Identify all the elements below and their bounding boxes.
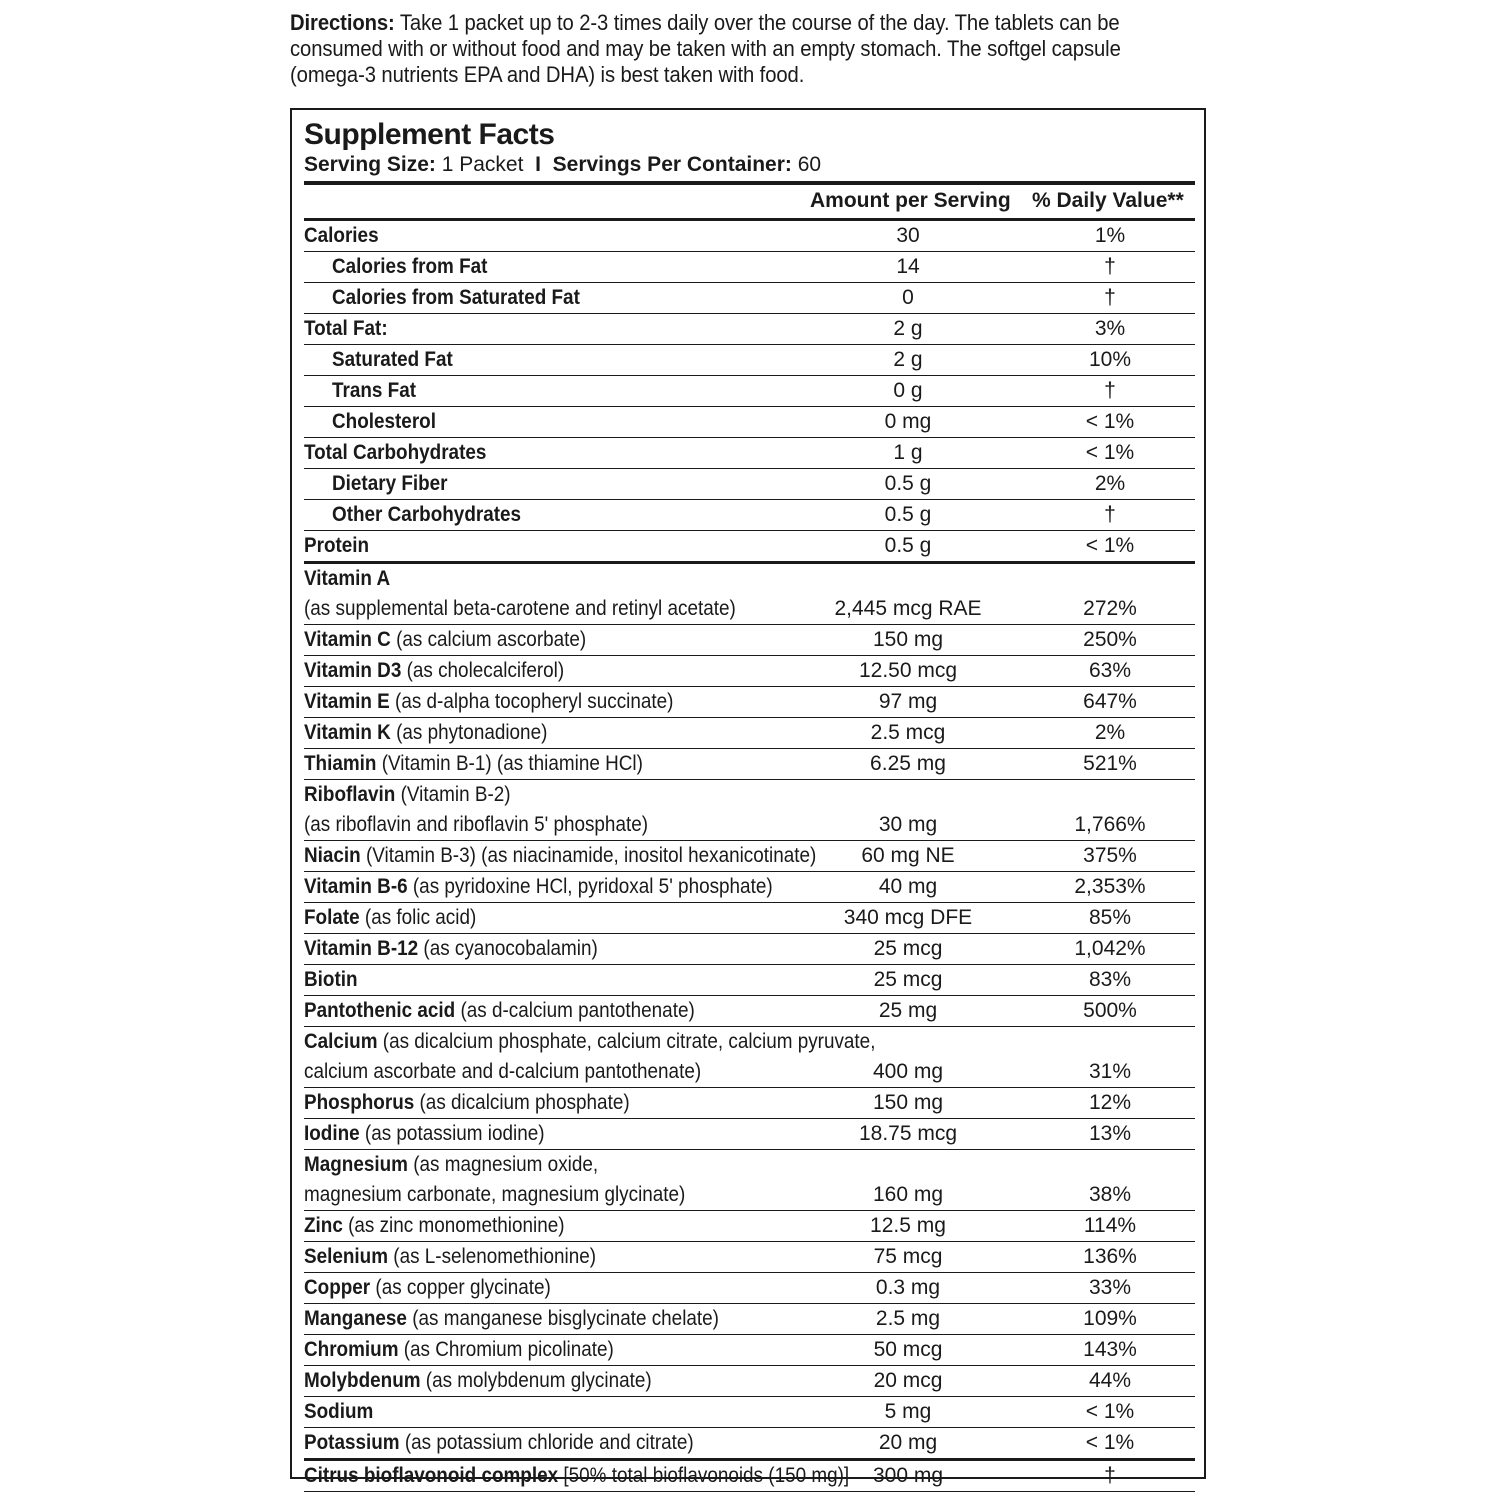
serving-info (304, 152, 1195, 177)
supplement-facts-panel (290, 108, 1206, 1487)
nutrient-name (304, 1273, 1195, 1303)
nutrient-daily-value: 63% (1088, 659, 1132, 682)
nutrient-row (304, 1366, 1195, 1397)
nutrient-amount: 340 mcg DFE (843, 906, 973, 929)
nutrient-name (304, 564, 1195, 594)
nutrient-amount: 14 (896, 255, 920, 278)
nutrient-source-line2: (as supplemental beta-carotene and retinyl acetate) (304, 597, 736, 620)
nutrient-name (304, 718, 1195, 748)
nutrient-amount: 2,445 mcg RAE (834, 597, 982, 620)
nutrient-source: (as folic acid) (359, 906, 477, 929)
nutrient-bold-label: Cholesterol (332, 410, 436, 433)
nutrient-amount: 30 (896, 224, 920, 247)
nutrient-amount: 2.5 mg (875, 1307, 941, 1330)
nutrient-bold-label: Vitamin D3 (304, 659, 402, 682)
nutrient-daily-value: 10% (1088, 348, 1132, 371)
nutrient-row (304, 500, 1195, 531)
nutrient-source: (Vitamin B-3) (as niacinamide, inositol hexanicotinate) (360, 844, 817, 867)
nutrient-row (304, 407, 1195, 438)
nutrient-source: (as potassium iodine) (359, 1122, 545, 1145)
nutrient-name (304, 1304, 1195, 1334)
nutrient-name (304, 1027, 1195, 1057)
nutrient-source: (as copper glycinate) (370, 1276, 551, 1299)
nutrient-bold-label: Biotin (304, 968, 358, 991)
nutrient-bold-label: Sodium (304, 1400, 374, 1423)
nutrient-daily-value: < 1% (1085, 410, 1135, 433)
nutrient-bold-label: Trans Fat (332, 379, 417, 402)
amount-column-header: Amount per Serving (810, 189, 1011, 212)
nutrient-source-line2: (as riboflavin and riboflavin 5' phosphate) (304, 813, 649, 836)
nutrient-name (304, 749, 1195, 779)
nutrient-name (304, 407, 1195, 437)
nutrient-amount: 2 g (893, 317, 923, 340)
nutrient-amount: 2 g (893, 348, 923, 371)
nutrient-daily-value: < 1% (1085, 1431, 1135, 1454)
nutrient-name (304, 469, 1195, 499)
panel-title: Supplement Facts (304, 118, 555, 151)
nutrient-bold-label: Folate (304, 906, 360, 929)
directions-text (290, 10, 1136, 88)
nutrient-row (304, 1304, 1195, 1335)
nutrient-row (304, 965, 1195, 996)
nutrient-daily-value: 12% (1088, 1091, 1132, 1114)
nutrient-daily-value: < 1% (1085, 534, 1135, 557)
nutrient-source: (as d-alpha tocopheryl succinate) (389, 690, 674, 713)
nutrient-bold-label: Manganese (304, 1307, 407, 1330)
nutrient-amount: 0 g (893, 379, 923, 402)
nutrient-daily-value: < 1% (1085, 1400, 1135, 1423)
nutrient-row (304, 1119, 1195, 1150)
nutrient-row (304, 625, 1195, 656)
nutrient-row (304, 656, 1195, 687)
nutrient-name (304, 1150, 1195, 1180)
nutrient-daily-value: 109% (1083, 1307, 1137, 1330)
nutrient-daily-value: 3% (1094, 317, 1126, 340)
nutrient-daily-value: 83% (1088, 968, 1132, 991)
nutrient-row (304, 1088, 1195, 1119)
nutrient-row (304, 469, 1195, 500)
nutrient-daily-value: 250% (1083, 628, 1137, 651)
nutrient-source: (as dicalcium phosphate, calcium citrate, calcium pyruvate, (377, 1030, 876, 1053)
nutrient-bold-label: Vitamin K (304, 721, 391, 744)
nutrient-row (304, 438, 1195, 469)
nutrient-name (304, 1428, 1195, 1458)
nutrient-daily-value: 375% (1083, 844, 1137, 867)
nutrient-name (304, 1211, 1195, 1241)
nutrient-daily-value: 33% (1088, 1276, 1132, 1299)
nutrient-amount: 18.75 mcg (858, 1122, 958, 1145)
nutrient-amount: 160 mg (872, 1183, 944, 1206)
nutrient-bold-label: Calories from Fat (332, 255, 488, 278)
nutrient-name (304, 1366, 1195, 1396)
nutrient-name (304, 1242, 1195, 1272)
nutrient-bold-label: Chromium (304, 1338, 399, 1361)
nutrient-row (304, 872, 1195, 903)
servings-per-container-value: 60 (797, 153, 822, 176)
nutrient-row (304, 1211, 1195, 1242)
nutrient-name (304, 965, 1195, 995)
nutrient-amount: 75 mcg (873, 1245, 943, 1268)
nutrient-row (304, 996, 1195, 1027)
servings-per-container-label: Servings Per Container: (552, 153, 792, 176)
nutrient-daily-value: 114% (1083, 1214, 1137, 1237)
nutrient-name (304, 996, 1195, 1026)
nutrient-source: (as cyanocobalamin) (418, 937, 598, 960)
nutrient-amount: 150 mg (872, 1091, 944, 1114)
nutrient-name (304, 500, 1195, 530)
nutrient-source: (Vitamin B-1) (as thiamine HCl) (376, 752, 643, 775)
nutrient-row (304, 1150, 1195, 1211)
nutrient-name (304, 841, 1195, 871)
nutrient-amount: 30 mg (878, 813, 938, 836)
nutrient-source: (as phytonadione) (390, 721, 548, 744)
nutrient-bold-label: Pantothenic acid (304, 999, 456, 1022)
nutrient-bold-label: Calories from Saturated Fat (332, 286, 580, 309)
nutrient-amount: 6.25 mg (870, 752, 946, 775)
nutrient-source-line2: calcium ascorbate and d-calcium pantothenate) (304, 1060, 702, 1083)
nutrient-row (304, 749, 1195, 780)
nutrient-row (304, 221, 1195, 252)
nutrient-name (304, 780, 1195, 810)
nutrient-bold-label: Other Carbohydrates (332, 503, 522, 526)
nutrient-bold-label: Calories (304, 224, 379, 247)
nutrient-name (304, 345, 1195, 375)
nutrient-row (304, 841, 1195, 872)
nutrient-name (304, 252, 1195, 282)
nutrient-amount: 20 mg (878, 1431, 938, 1454)
nutrient-source: (as d-calcium pantothenate) (455, 999, 695, 1022)
nutrient-name (304, 314, 1195, 344)
nutrient-amount: 0.5 g (884, 534, 932, 557)
nutrient-row (304, 283, 1195, 314)
nutrient-daily-value: † (1104, 503, 1116, 526)
nutrient-daily-value: † (1104, 255, 1116, 278)
serving-separator: I (535, 153, 541, 176)
nutrient-source: (as Chromium picolinate) (398, 1338, 614, 1361)
nutrient-daily-value: 2% (1094, 721, 1126, 744)
supplement-facts-inner (304, 118, 1195, 1492)
nutrient-bold-label: Copper (304, 1276, 371, 1299)
nutrient-amount: 25 mcg (873, 937, 943, 960)
nutrient-bold-label: Potassium (304, 1431, 400, 1454)
nutrient-bold-label: Calcium (304, 1030, 378, 1053)
nutrient-name (304, 872, 1195, 902)
nutrient-row (304, 1273, 1195, 1304)
nutrient-amount: 25 mg (878, 999, 938, 1022)
nutrient-bold-label: Vitamin C (304, 628, 391, 651)
nutrient-daily-value: 44% (1088, 1369, 1132, 1392)
directions-body: Take 1 packet up to 2-3 times daily over the course of the day. The tablets can be consumed with or without food and may be taken with an empty stomach. The softgel capsule (omega-3 nutrients EPA and DHA) is best taken with food. (290, 10, 1121, 87)
column-header-row (304, 185, 1195, 218)
nutrient-daily-value: 13% (1088, 1122, 1132, 1145)
nutrient-daily-value: 1% (1094, 224, 1126, 247)
nutrient-daily-value: 647% (1083, 690, 1137, 713)
nutrient-daily-value: 136% (1083, 1245, 1137, 1268)
nutrient-amount: 50 mcg (873, 1338, 943, 1361)
nutrient-source: (as molybdenum glycinate) (420, 1369, 652, 1392)
nutrient-amount: 0.3 mg (875, 1276, 941, 1299)
nutrient-bold-label: Citrus bioflavonoid complex (304, 1464, 559, 1487)
serving-size-value: 1 Packet (441, 153, 524, 176)
nutrient-amount: 40 mg (878, 875, 938, 898)
nutrient-row (304, 564, 1195, 625)
nutrient-row (304, 687, 1195, 718)
directions-label: Directions: (290, 10, 395, 35)
nutrient-name (304, 1119, 1195, 1149)
nutrient-source: (Vitamin B-2) (395, 783, 511, 806)
nutrient-row (304, 531, 1195, 564)
nutrient-bold-label: Vitamin B-6 (304, 875, 408, 898)
nutrient-amount: 300 mg (872, 1464, 944, 1487)
nutrient-amount: 60 mg NE (861, 844, 955, 867)
nutrient-amount: 0 mg (884, 410, 932, 433)
nutrient-name (304, 376, 1195, 406)
nutrient-bold-label: Iodine (304, 1122, 360, 1145)
nutrient-source: (as potassium chloride and citrate) (399, 1431, 694, 1454)
nutrient-amount: 12.50 mcg (858, 659, 958, 682)
nutrient-daily-value: 272% (1083, 597, 1137, 620)
nutrient-name (304, 903, 1195, 933)
nutrient-bold-label: Niacin (304, 844, 361, 867)
nutrient-daily-value: † (1104, 379, 1116, 402)
nutrient-table (304, 221, 1195, 1492)
nutrient-bold-label: Phosphorus (304, 1091, 415, 1114)
nutrient-source: (as pyridoxine HCl, pyridoxal 5' phosphate) (407, 875, 773, 898)
nutrient-bold-label: Thiamin (304, 752, 377, 775)
nutrient-daily-value: 38% (1088, 1183, 1132, 1206)
nutrient-name (304, 934, 1195, 964)
nutrient-daily-value: 1,042% (1074, 937, 1146, 960)
nutrient-bold-label: Dietary Fiber (332, 472, 448, 495)
nutrient-daily-value: † (1104, 1464, 1116, 1487)
nutrient-source: (as L-selenomethionine) (388, 1245, 597, 1268)
nutrient-row (304, 903, 1195, 934)
nutrient-row (304, 252, 1195, 283)
nutrient-bold-label: Riboflavin (304, 783, 396, 806)
nutrient-row (304, 934, 1195, 965)
nutrient-row (304, 1461, 1195, 1492)
nutrient-name (304, 531, 1195, 561)
nutrient-bold-label: Total Carbohydrates (304, 441, 487, 464)
nutrient-daily-value: 2% (1094, 472, 1126, 495)
daily-value-column-header: % Daily Value** (1032, 189, 1184, 212)
nutrient-name (304, 1088, 1195, 1118)
nutrient-daily-value: < 1% (1085, 441, 1135, 464)
nutrient-bold-label: Selenium (304, 1245, 389, 1268)
nutrient-bold-label: Protein (304, 534, 370, 557)
nutrient-name (304, 1461, 1195, 1491)
nutrient-row (304, 1335, 1195, 1366)
nutrient-bold-label: Molybdenum (304, 1369, 421, 1392)
nutrient-daily-value: 2,353% (1074, 875, 1146, 898)
nutrient-amount: 2.5 mcg (870, 721, 946, 744)
nutrient-bold-label: Saturated Fat (332, 348, 453, 371)
nutrient-source: (as zinc monomethionine) (342, 1214, 565, 1237)
nutrient-daily-value: 31% (1088, 1060, 1132, 1083)
nutrient-daily-value: 500% (1083, 999, 1137, 1022)
nutrient-daily-value: 521% (1083, 752, 1137, 775)
nutrient-bold-label: Zinc (304, 1214, 343, 1237)
nutrient-amount: 1 g (893, 441, 923, 464)
nutrient-bold-label: Vitamin B-12 (304, 937, 419, 960)
nutrient-row (304, 345, 1195, 376)
nutrient-daily-value: 143% (1083, 1338, 1137, 1361)
nutrient-source: (as dicalcium phosphate) (414, 1091, 630, 1114)
nutrient-row (304, 1242, 1195, 1273)
nutrient-name (304, 656, 1195, 686)
nutrient-daily-value: 85% (1088, 906, 1132, 929)
nutrient-amount: 5 mg (884, 1400, 932, 1423)
nutrient-name (304, 1397, 1195, 1427)
nutrient-daily-value: 1,766% (1074, 813, 1146, 836)
nutrient-row (304, 314, 1195, 345)
nutrient-source-line2: magnesium carbonate, magnesium glycinate) (304, 1183, 686, 1206)
nutrient-amount: 150 mg (872, 628, 944, 651)
nutrient-name (304, 221, 1195, 251)
nutrient-row (304, 1428, 1195, 1461)
nutrient-name (304, 625, 1195, 655)
nutrient-amount: 0.5 g (884, 503, 932, 526)
nutrient-bold-label: Magnesium (304, 1153, 408, 1176)
nutrient-amount: 400 mg (872, 1060, 944, 1083)
nutrient-name (304, 687, 1195, 717)
nutrient-bold-label: Vitamin E (304, 690, 390, 713)
nutrient-bold-label: Total Fat: (304, 317, 388, 340)
nutrient-row (304, 1027, 1195, 1088)
nutrient-amount: 20 mcg (873, 1369, 943, 1392)
nutrient-source: (as calcium ascorbate) (390, 628, 587, 651)
nutrient-source: (as magnesium oxide, (407, 1153, 599, 1176)
nutrient-row (304, 1397, 1195, 1428)
nutrient-row (304, 376, 1195, 407)
nutrient-source: [50% total bioflavonoids (150 mg)] (558, 1464, 850, 1487)
nutrient-daily-value: † (1104, 286, 1116, 309)
nutrient-bold-label: Vitamin A (304, 567, 391, 590)
nutrient-amount: 12.5 mg (870, 1214, 946, 1237)
nutrient-amount: 97 mg (878, 690, 938, 713)
nutrient-source: (as cholecalciferol) (401, 659, 565, 682)
serving-size-label: Serving Size: (304, 153, 436, 176)
nutrient-amount: 0 (902, 286, 914, 309)
nutrient-amount: 25 mcg (873, 968, 943, 991)
nutrient-row (304, 780, 1195, 841)
nutrient-source: (as manganese bisglycinate chelate) (406, 1307, 719, 1330)
nutrient-amount: 0.5 g (884, 472, 932, 495)
nutrient-name (304, 1335, 1195, 1365)
nutrient-name (304, 438, 1195, 468)
nutrient-row (304, 718, 1195, 749)
nutrient-name (304, 283, 1195, 313)
